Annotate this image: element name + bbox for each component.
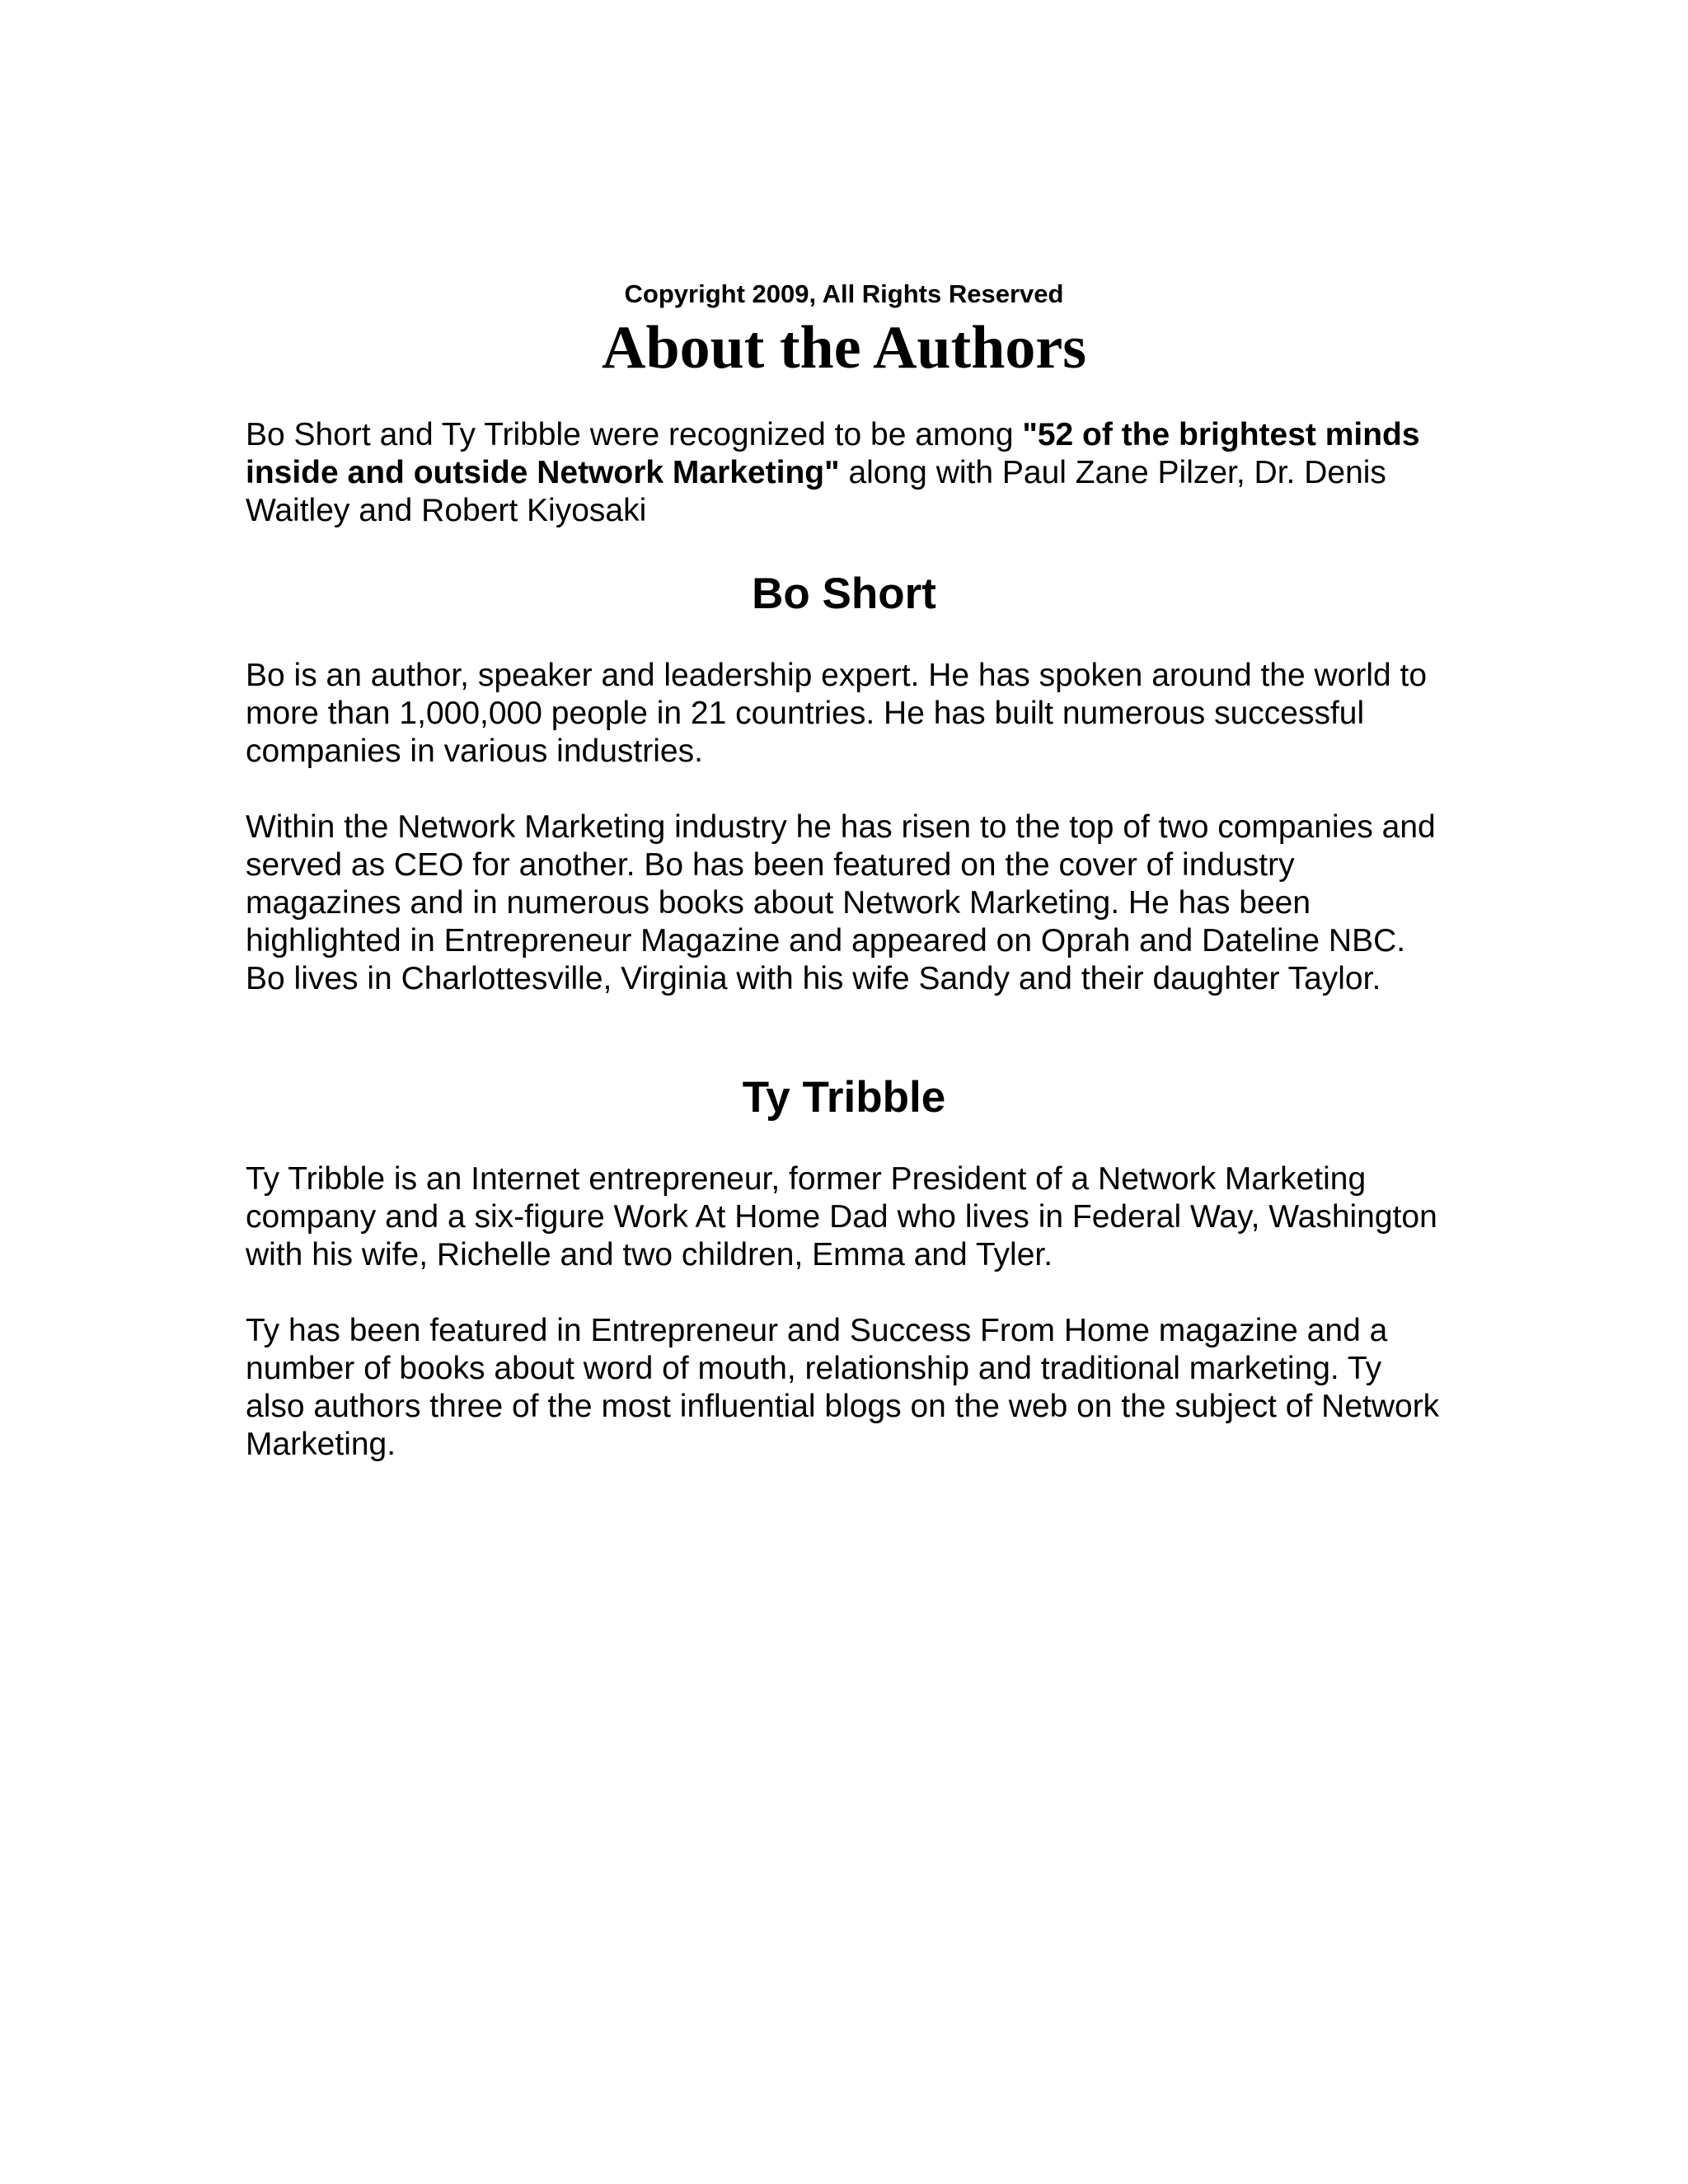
bo-short-paragraph-1: Bo is an author, speaker and leadership expert. He has spoken around the world to more than 1,000,000 people in 21 countries. He has built numerous successful companies in various industries. xyxy=(246,658,1428,769)
bo-short-heading: Bo Short xyxy=(752,569,936,618)
intro-highlight-text: "52 of the brightest minds inside and outside Network Marketing" xyxy=(246,417,1420,490)
bo-short-paragraph-2: Within the Network Marketing industry he has risen to the top of two companies and served as CEO for another. Bo has been featured on the cover of industry magazines and in numerous books about Network Marketing. He has been highlighted in Entrepreneur Magazine and appeared on Oprah and Dateline NBC. Bo lives in Charlottesville, Virginia with his wife Sandy and their daughter Taylor. xyxy=(246,809,1436,996)
copyright-notice: Copyright 2009, All Rights Reserved xyxy=(624,279,1064,308)
intro-lead-text: Bo Short and Ty Tribble were recognized to be among xyxy=(246,417,1023,452)
ty-tribble-heading: Ty Tribble xyxy=(742,1073,946,1122)
ty-tribble-paragraph-1: Ty Tribble is an Internet entrepreneur, former President of a Network Marketing company and a six-figure Work At Home Dad who lives in Federal Way, Washington with his wife, Richelle and two children, Emma and Tyler. xyxy=(246,1161,1437,1272)
intro-paragraph xyxy=(246,416,1442,530)
intro-tail-text: along with Paul Zane Pilzer, Dr. Denis Waitley and Robert Kiyosaki xyxy=(246,455,1386,528)
page-title: About the Authors xyxy=(602,314,1086,382)
ty-tribble-paragraph-2: Ty has been featured in Entrepreneur and Success From Home magazine and a number of books about word of mouth, relationship and traditional marketing. Ty also authors three of the most influential blogs on the web on the subject of Network Marketing. xyxy=(246,1313,1440,1462)
